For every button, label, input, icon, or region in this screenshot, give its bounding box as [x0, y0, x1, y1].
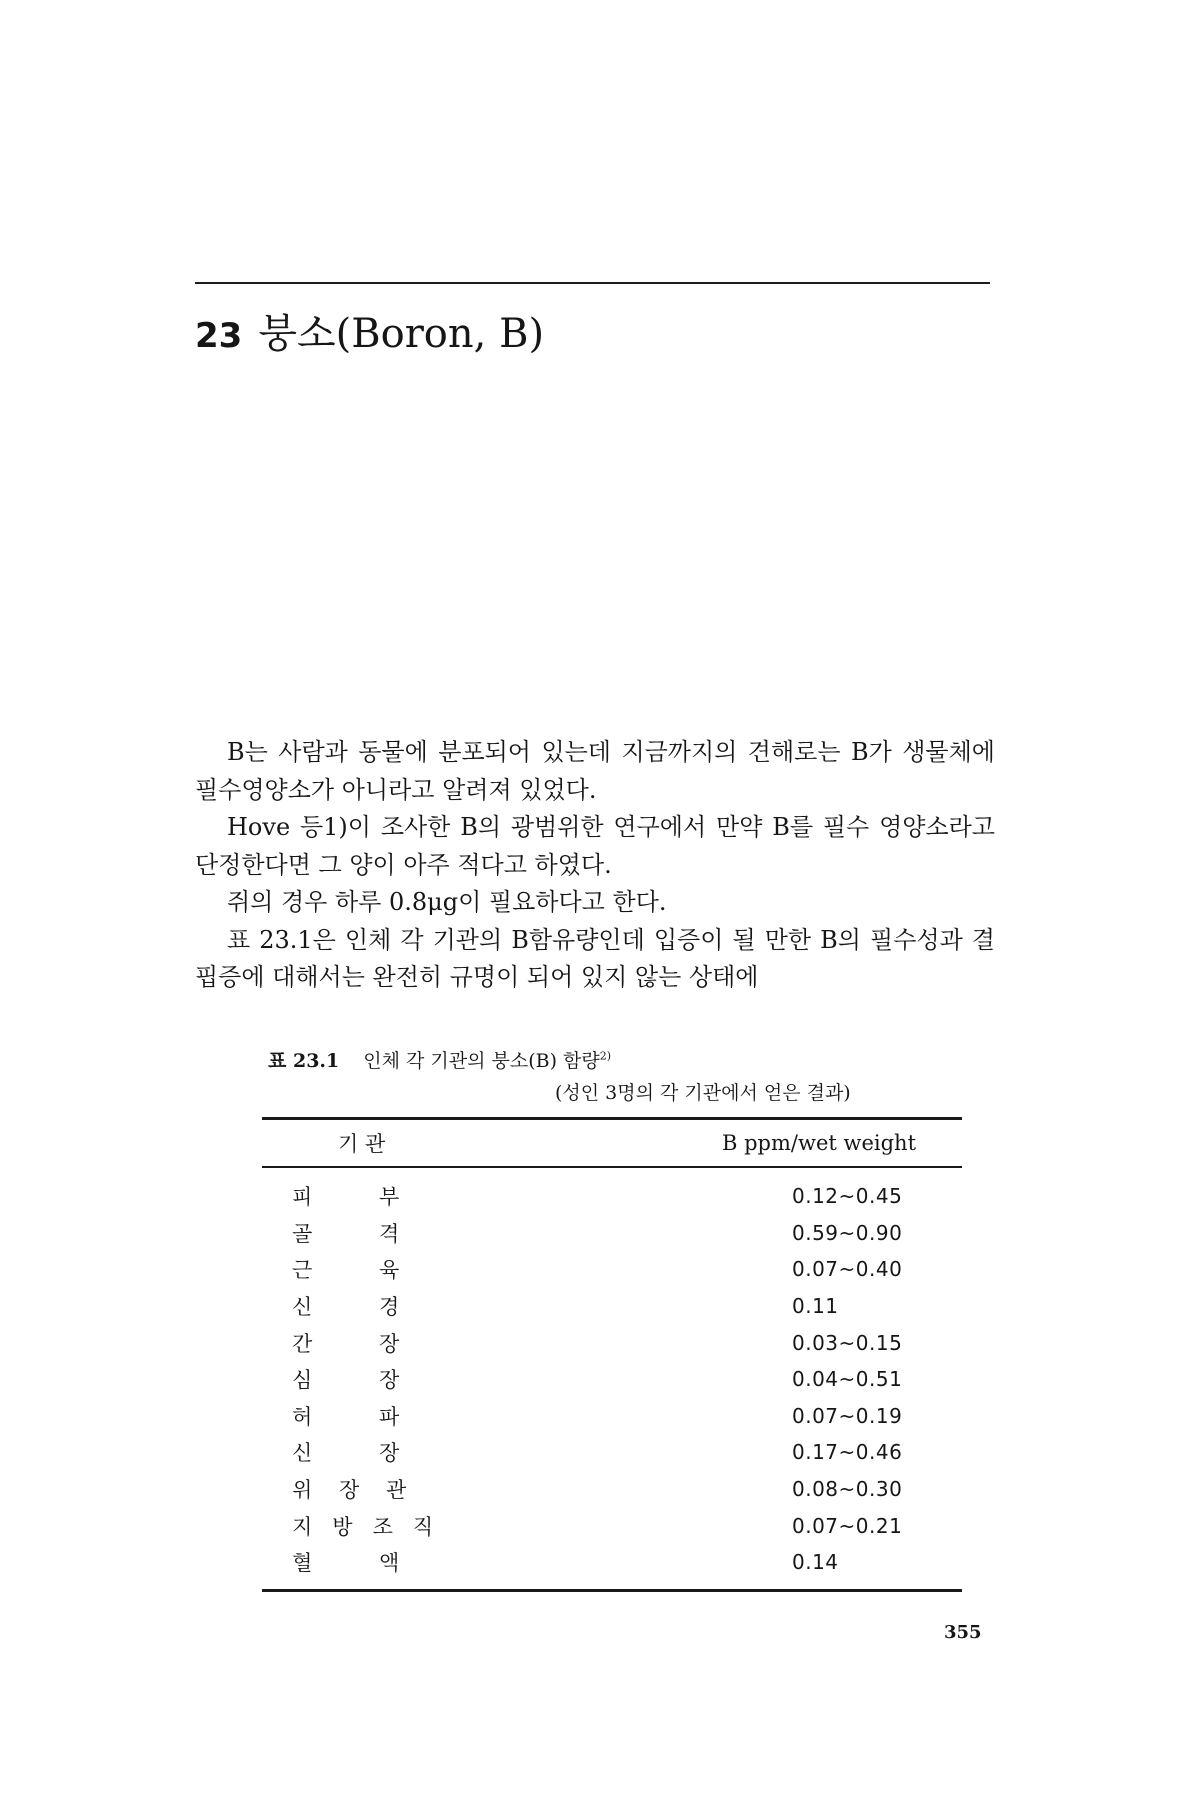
header-organ: 기 관 — [262, 1119, 628, 1168]
table-row — [262, 1251, 962, 1288]
table-note: (성인 3명의 각 기관에서 얻은 결과) — [555, 1082, 851, 1104]
paragraph: B는 사람과 동물에 분포되어 있는데 지금까지의 견해로는 B가 생물체에 필수영양소가 아니라고 알려져 있었다. — [195, 738, 995, 804]
table-row — [262, 1167, 962, 1215]
boron-value-cell: 0.17~0.46 — [792, 1440, 903, 1465]
chapter-top-rule — [195, 282, 990, 284]
boron-value-cell: 0.12~0.45 — [792, 1184, 903, 1209]
boron-value-cell: 0.03~0.15 — [792, 1330, 903, 1355]
paragraph: 쥐의 경우 하루 0.8μg이 필요하다고 한다. — [227, 888, 667, 916]
table-row — [262, 1544, 962, 1590]
data-table — [262, 1117, 962, 1592]
page-number: 355 — [944, 1622, 982, 1643]
table-row — [262, 1215, 962, 1252]
organ-name-cell: 골 격 — [292, 1221, 400, 1246]
table-caption-number: 표 23.1 — [268, 1050, 340, 1072]
boron-value-cell: 0.08~0.30 — [792, 1477, 903, 1502]
table-row — [262, 1361, 962, 1398]
organ-name-cell: 피 부 — [292, 1185, 400, 1210]
boron-value-cell: 0.07~0.19 — [792, 1403, 903, 1428]
header-value: B ppm/wet weight — [628, 1119, 962, 1168]
boron-value-cell: 0.14 — [628, 1544, 962, 1590]
table-header-row — [262, 1119, 962, 1168]
table-body — [262, 1167, 962, 1590]
boron-value-cell: 0.07~0.21 — [792, 1513, 903, 1538]
organ-name-cell: 신 장 — [292, 1441, 400, 1466]
boron-value-cell: 0.04~0.51 — [792, 1367, 903, 1392]
organ-name-cell: 근 육 — [292, 1258, 400, 1283]
organ-name-cell: 간 장 — [292, 1331, 400, 1356]
table-caption — [268, 1046, 611, 1073]
chapter-title-text: 붕소(Boron, B) — [258, 311, 545, 357]
table-row — [262, 1398, 962, 1435]
organ-name-cell: 지 방 조 직 — [292, 1514, 434, 1539]
boron-value-cell: 0.07~0.40 — [792, 1257, 903, 1282]
boron-value-cell: 0.59~0.90 — [792, 1220, 903, 1245]
organ-name-cell: 신 경 — [292, 1295, 400, 1320]
table-row — [262, 1324, 962, 1361]
table-row — [262, 1434, 962, 1471]
organ-name-cell: 허 파 — [292, 1404, 400, 1429]
boron-value-cell: 0.11 — [792, 1294, 839, 1319]
organ-name-cell: 심 장 — [292, 1368, 400, 1393]
organ-name-cell: 혈 액 — [262, 1544, 628, 1590]
table-caption-reference: 2) — [599, 1049, 612, 1063]
chapter-number: 23 — [195, 316, 243, 356]
table-row — [262, 1507, 962, 1544]
chapter-title — [195, 302, 544, 359]
organ-boron-table — [262, 1117, 962, 1592]
organ-name-cell: 위 장 관 — [292, 1478, 407, 1503]
body-text — [195, 734, 995, 997]
table-row — [262, 1471, 962, 1508]
table-caption-title: 인체 각 기관의 붕소(B) 함량 — [363, 1050, 600, 1072]
paragraph: Hove 등1)이 조사한 B의 광범위한 연구에서 만약 B를 필수 영양소라고 단정한다면 그 양이 아주 적다고 하였다. — [195, 813, 995, 879]
paragraph: 표 23.1은 인체 각 기관의 B함유량인데 입증이 될 만한 B의 필수성과 결핍증에 대해서는 완전히 규명이 되어 있지 않는 상태에 — [195, 925, 995, 991]
table-row — [262, 1288, 962, 1325]
